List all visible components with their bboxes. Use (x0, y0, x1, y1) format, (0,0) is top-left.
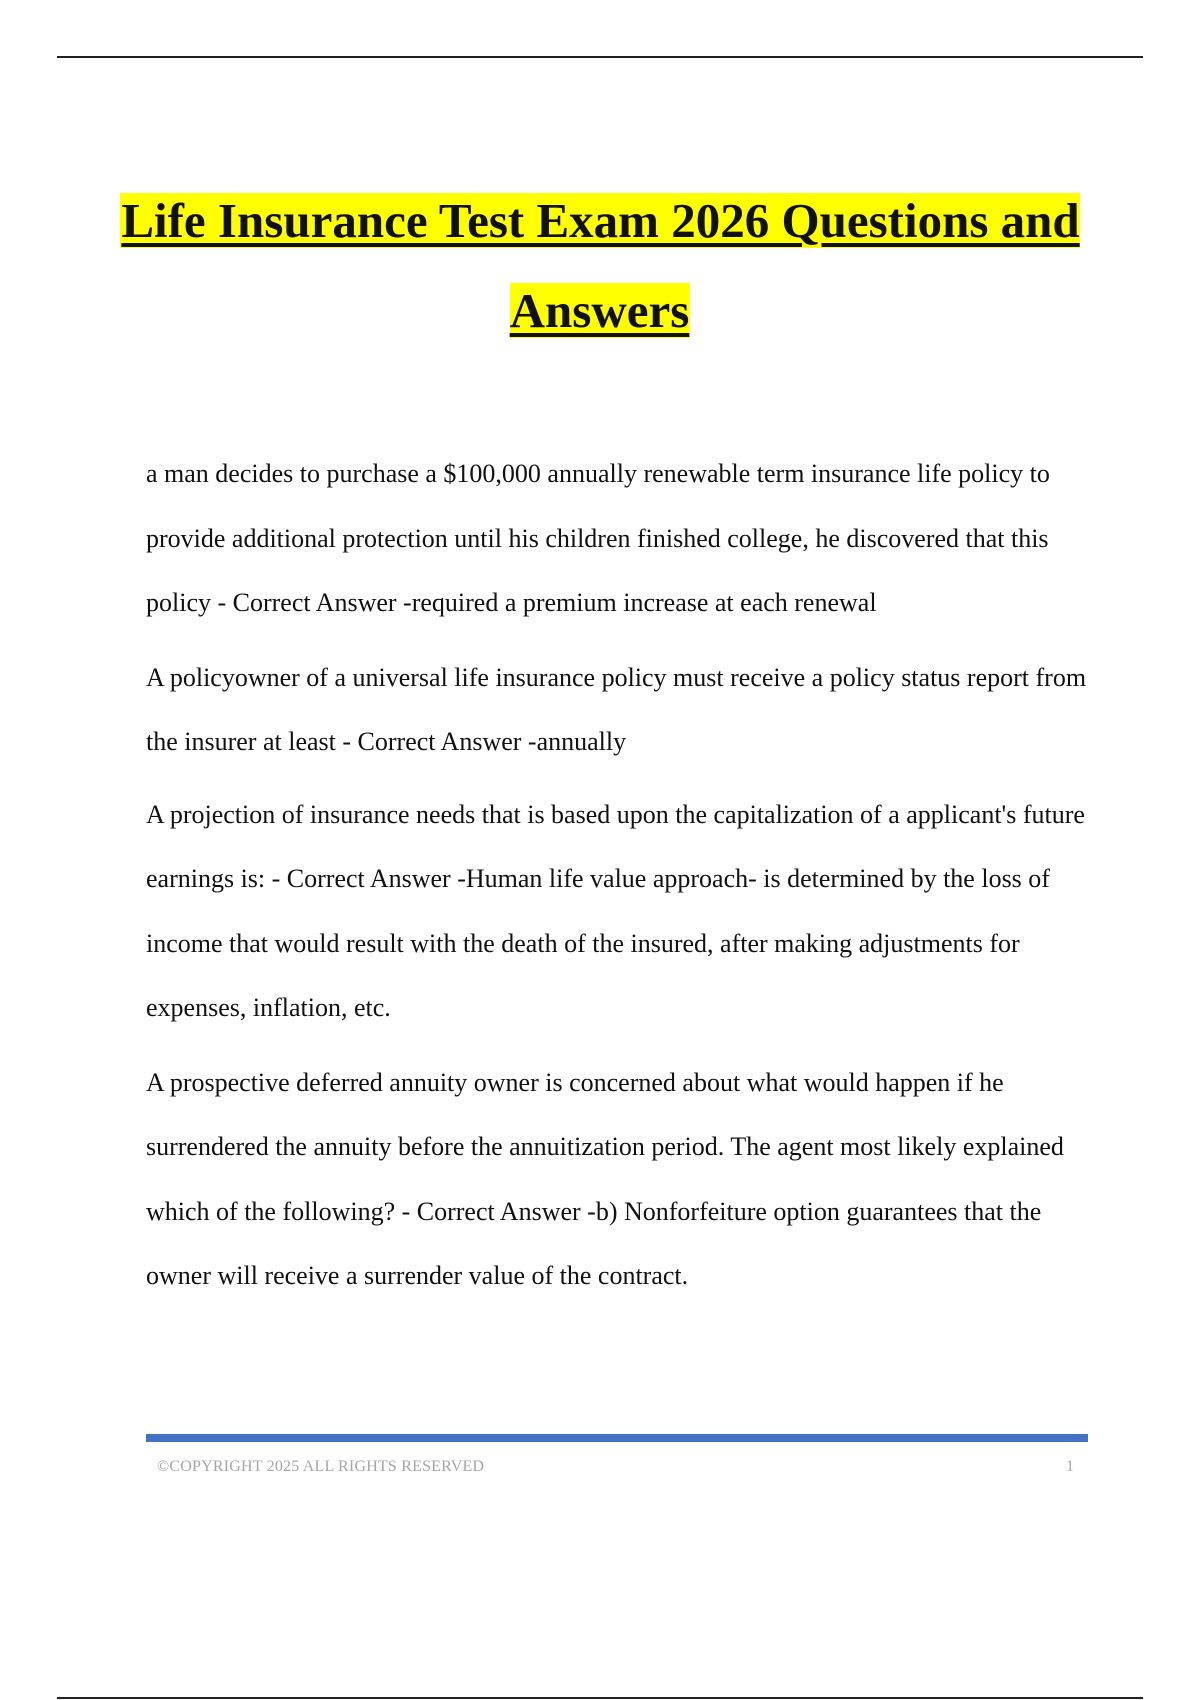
page-number: 1 (1066, 1458, 1074, 1475)
qa-item: A prospective deferred annuity owner is concerned about what would happen if he surrendered the annuity before the annuitization period. The agent most likely explained which of the following? - Correct Answer -b) Nonforfeiture option guarantees that the owner will receive a surrender value of the contract. (146, 1067, 1064, 1290)
qa-list (146, 442, 1096, 1319)
qa-item: A projection of insurance needs that is based upon the capitalization of a applicant's future earnings is: - Correct Answer -Human life value approach- is determined by the loss of income that would result with the death of the insured, after making adjustments for expenses, inflation, etc. (146, 799, 1085, 1022)
document-title (100, 176, 1100, 356)
top-divider (57, 56, 1143, 58)
qa-item: A policyowner of a universal life insurance policy must receive a policy status report from the insurer at least - Correct Answer -annually (146, 662, 1087, 756)
bottom-divider (57, 1697, 1143, 1699)
document-title-text: Life Insurance Test Exam 2026 Questions and Answers (121, 193, 1080, 338)
qa-item: a man decides to purchase a $100,000 annually renewable term insurance life policy to provide additional protection until his children finished college, he discovered that this policy - Correct Answer -required a premium increase at each renewal (146, 459, 1050, 617)
footer-divider (146, 1434, 1088, 1442)
footer-copyright: ©COPYRIGHT 2025 ALL RIGHTS RESERVED (157, 1458, 485, 1475)
